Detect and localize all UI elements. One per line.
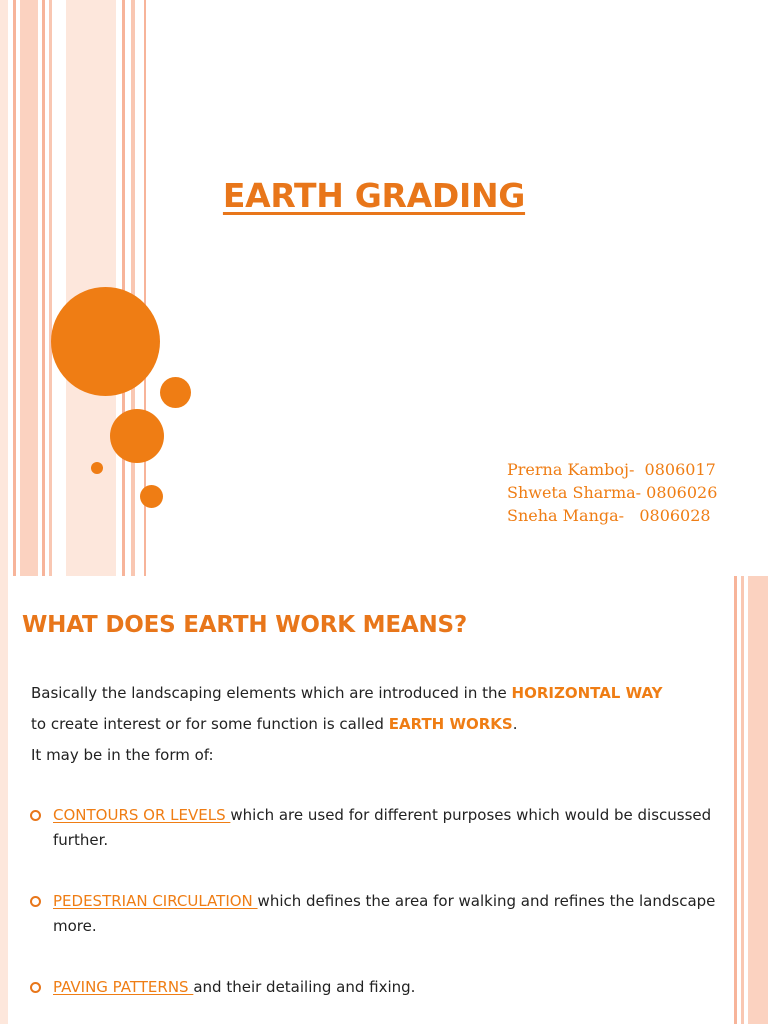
intro-line xyxy=(31,678,731,709)
author-line: Shweta Sharma- 0806026 xyxy=(507,483,718,502)
bullet-description: and their detailing and fixing. xyxy=(193,978,416,996)
decor-circle-dot xyxy=(91,462,103,474)
term-link[interactable]: PAVING PATTERNS xyxy=(53,978,194,996)
intro-line xyxy=(31,709,731,740)
decor-circle-large xyxy=(51,287,160,396)
list-item xyxy=(30,975,720,1000)
decor-stripe xyxy=(734,576,737,1024)
highlight-earth-works: EARTH WORKS xyxy=(388,715,513,733)
bullet-circle-icon xyxy=(30,810,41,821)
author-list xyxy=(507,458,717,527)
decor-stripe xyxy=(13,0,16,576)
decor-stripe xyxy=(741,576,744,1024)
bullet-description: which are used for different purposes which would be discussed further. xyxy=(53,806,712,849)
intro-text: . xyxy=(512,715,518,733)
bullet-description: which defines the area for walking and refines the landscape more. xyxy=(53,892,716,935)
slide-title: EARTH GRADING xyxy=(222,176,526,215)
decor-stripe xyxy=(0,576,8,1024)
author-line: Sneha Manga- 0806028 xyxy=(507,506,711,525)
decor-stripe xyxy=(20,0,38,576)
decor-stripe xyxy=(49,0,52,576)
list-item xyxy=(30,889,720,939)
decor-circle-medium xyxy=(110,409,164,463)
decor-stripe xyxy=(42,0,45,576)
decor-circle-small xyxy=(160,377,191,408)
intro-text: to create interest or for some function is called xyxy=(31,715,389,733)
term-link[interactable]: CONTOURS OR LEVELS xyxy=(53,806,231,824)
intro-line: It may be in the form of: xyxy=(31,746,214,764)
decor-stripe xyxy=(131,0,135,576)
intro-paragraph xyxy=(31,678,731,771)
term-link[interactable]: PEDESTRIAN CIRCULATION xyxy=(53,892,258,910)
intro-text: Basically the landscaping elements which are introduced in the xyxy=(31,684,512,702)
decor-stripe xyxy=(122,0,125,576)
author-line: Prerna Kamboj- 0806017 xyxy=(507,460,716,479)
content-slide xyxy=(0,576,768,1024)
highlight-horizontal-way: HORIZONTAL WAY xyxy=(511,684,663,702)
decor-stripe xyxy=(0,0,8,576)
slide-heading: WHAT DOES EARTH WORK MEANS? xyxy=(22,612,468,638)
decor-circle-small xyxy=(140,485,163,508)
bullet-circle-icon xyxy=(30,896,41,907)
list-item xyxy=(30,803,720,853)
bullet-circle-icon xyxy=(30,982,41,993)
decor-stripe xyxy=(748,576,768,1024)
